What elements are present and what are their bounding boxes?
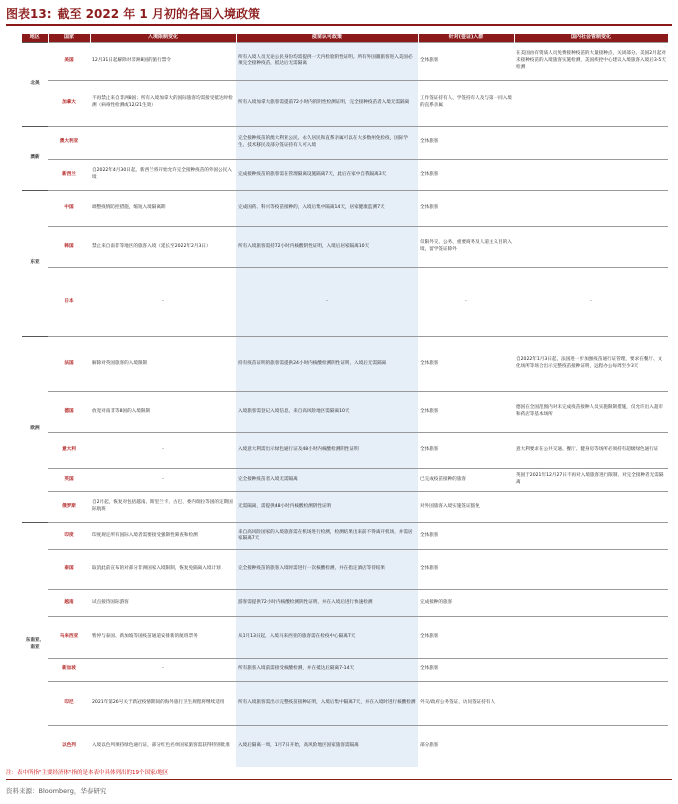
country-cell-text: 新西兰: [62, 171, 76, 177]
domestic-control-cell-text: 意大利要求在公共交通、餐厅、健身房等场所必须持有超级绿色通行证: [516, 447, 659, 453]
vaccine-policy-cell: [236, 159, 418, 190]
visa-target-cell-text: 全体旅客: [420, 408, 439, 414]
country-cell: [48, 226, 90, 268]
country-cell: [48, 589, 90, 616]
entry-restriction-cell: [90, 658, 236, 681]
vaccine-policy-cell: [236, 468, 418, 491]
country-cell: [48, 617, 90, 659]
table-row: [22, 589, 668, 616]
source-note: 资料来源：Bloomberg，华泰研究: [6, 787, 107, 795]
visa-target-cell: [418, 491, 514, 522]
entry-restriction-cell: [90, 433, 236, 468]
country-cell-text: 印尼: [64, 699, 74, 705]
region-cell: 东南亚、南亚: [22, 523, 48, 767]
vaccine-policy-cell: [236, 589, 418, 616]
vaccine-policy-cell: [236, 191, 418, 226]
column-header: 地区: [22, 34, 48, 43]
entry-restriction-cell-text: 取消此前宣布的对部分非洲国家入境限制，恢复免隔离入境计划: [92, 566, 221, 572]
visa-target-cell: [418, 523, 514, 550]
country-cell-text: 美国: [64, 57, 74, 63]
table-row: [22, 159, 668, 190]
visa-target-cell-text: 全体旅客: [420, 139, 439, 145]
visa-target-cell-text: 工作签证持有人、学签持有人及与第一同入境的直系亲属: [420, 96, 512, 109]
visa-target-cell-text: 全体旅客: [420, 205, 439, 211]
vaccine-policy-cell-text: 完全接种疫苗者入境无需隔离: [238, 476, 298, 482]
visa-target-cell: [418, 617, 514, 659]
entry-restriction-cell-text: 不再禁止来自非洲8国；所有入境加拿大的国际旅客均需接受抵达时检测（病毒性检测或12/21生效）: [92, 96, 233, 109]
table-row: [22, 433, 668, 468]
vaccine-policy-cell-text: 无需隔离，需提供48小时内核酸检测阴性证明: [238, 503, 332, 509]
entry-restriction-cell: [90, 523, 236, 550]
entry-restriction-cell: [90, 617, 236, 659]
entry-restriction-cell: [90, 681, 236, 725]
domestic-control-cell: [514, 550, 668, 590]
domestic-control-cell: [514, 658, 668, 681]
domestic-control-cell: [514, 589, 668, 616]
table-row: [22, 268, 668, 337]
visa-target-cell: [418, 126, 514, 159]
entry-restriction-cell-text: 印度规定所有国际入境者需要接受强制性筛查和检测: [92, 532, 198, 538]
column-header: 国家: [48, 34, 90, 43]
entry-restriction-cell: [90, 159, 236, 190]
visa-target-cell-text: 全体旅客: [420, 360, 439, 366]
domestic-control-cell: [514, 523, 668, 550]
vaccine-policy-cell: [236, 126, 418, 159]
entry-restriction-cell-text: -: [162, 447, 164, 453]
entry-restriction-cell-text: 自2月起，恢复对包括越南、斯里兰卡、古巴、委内瑞拉等国的定期国际航班: [92, 500, 233, 512]
vaccine-policy-cell-text: 所有旅客入境前需接受核酸检测，并在抵达后隔离7-14天: [238, 666, 355, 672]
country-cell-text: 新加坡: [62, 666, 76, 672]
footnote: 注：表中所指"主要经济体"指的是本表中具体列出的19个国家/地区: [6, 770, 169, 776]
visa-target-cell: [418, 268, 514, 337]
entry-restriction-cell: [90, 589, 236, 616]
vaccine-policy-cell: [236, 433, 418, 468]
entry-restriction-cell: [90, 191, 236, 226]
table-row: [22, 226, 668, 268]
country-cell: [48, 159, 90, 190]
vaccine-policy-cell-text: -: [326, 299, 328, 305]
figure-title-text: 截至 2022 年 1 月初的各国入境政策: [57, 7, 260, 21]
vaccine-policy-cell: [236, 550, 418, 590]
vaccine-policy-cell: [236, 43, 418, 81]
country-cell-text: 法国: [64, 360, 74, 366]
domestic-control-cell: [514, 433, 668, 468]
country-cell: [48, 681, 90, 725]
vaccine-policy-cell-text: 所有入境旅客需出示完整疫苗接种证明，入境后集中隔离7天，并在入境时进行核酸检测: [238, 699, 416, 705]
country-cell-text: 意大利: [62, 447, 76, 453]
visa-target-cell: [418, 337, 514, 391]
vaccine-policy-cell: [236, 617, 418, 659]
column-header: 入境限制变化: [90, 34, 236, 43]
entry-restriction-cell-text: 自2022年4月30日起，新西兰将开始允许完全接种疫苗的外国公民入境: [92, 168, 232, 181]
vaccine-policy-cell-text: 入境旅客需登记入境信息，来自高风险地区需隔离10天: [238, 408, 350, 414]
entry-restriction-cell-text: -: [162, 299, 164, 305]
country-cell-text: 越南: [64, 599, 74, 605]
domestic-control-cell: [514, 617, 668, 659]
country-cell: [48, 337, 90, 391]
column-header: 针对(签证)入群: [418, 34, 514, 43]
table-row: [22, 337, 668, 391]
visa-target-cell-text: 全体旅客: [420, 171, 439, 177]
visa-target-cell-text: 全体旅客: [420, 447, 439, 453]
vaccine-policy-cell-text: 完成国药、科兴等疫苗接种的，入境后集中隔离14天，居家健康监测7天: [238, 205, 385, 211]
visa-target-cell: [418, 681, 514, 725]
table-row: [22, 658, 668, 681]
visa-target-cell: [418, 391, 514, 433]
vaccine-policy-cell-text: 所有入境加拿大旅客需提前72小时内的阴性检测证明，完全接种疫苗者入境无需隔离: [238, 99, 410, 105]
table-row: [22, 681, 668, 725]
figure-title: [6, 4, 672, 26]
visa-target-cell: [418, 589, 514, 616]
entry-restriction-cell-text: 试点接待国际游客: [92, 599, 129, 605]
domestic-control-cell: [514, 468, 668, 491]
entry-restriction-cell: [90, 468, 236, 491]
vaccine-policy-cell: [236, 725, 418, 767]
table-row: [22, 80, 668, 126]
table-row: [22, 550, 668, 590]
column-header: 国内社会管制变化: [514, 34, 668, 43]
entry-restriction-cell-text: -: [162, 666, 164, 672]
entry-restriction-cell: [90, 80, 236, 126]
vaccine-policy-cell-text: 完全接种疫苗的旅客入境时需进行一次核酸检测，并在指定酒店等待结果: [238, 566, 386, 572]
visa-target-cell: [418, 468, 514, 491]
vaccine-policy-cell-text: 入境意大利需出示绿色通行证及48小时内核酸检测阴性证明: [238, 447, 359, 453]
table-body: [22, 43, 668, 768]
country-cell-text: 德国: [64, 408, 74, 414]
table-row: [22, 617, 668, 659]
country-cell-text: 中国: [64, 205, 74, 211]
domestic-control-cell: [514, 725, 668, 767]
vaccine-policy-cell-text: 从1月13日起，入境马来西亚的旅客需在检疫中心隔离7天: [238, 634, 356, 640]
table-row: [22, 491, 668, 522]
visa-target-cell-text: 全体旅客: [420, 566, 439, 572]
vaccine-policy-cell-text: 游客需提供72小时内核酸检测阴性证明，并在入境后进行快速检测: [238, 599, 373, 605]
vaccine-policy-cell: [236, 658, 418, 681]
bottom-rule: [6, 779, 672, 780]
vaccine-policy-cell-text: 入境后隔离一周，1月7日开始，高风险地区国家旅客需隔离: [238, 742, 359, 748]
entry-restriction-cell-text: 12月31日起解除对非洲8国的旅行禁令: [92, 57, 171, 63]
country-cell-text: 俄罗斯: [62, 503, 76, 509]
domestic-control-cell: [514, 43, 668, 81]
entry-restriction-cell-text: 解除对英国旅客的入境限制: [92, 360, 148, 366]
entry-restriction-cell-text: 放宽对南非等8国的入境限制: [92, 408, 151, 414]
entry-restriction-cell: [90, 226, 236, 268]
table-row: [22, 43, 668, 81]
visa-target-cell-text: 全体旅客: [420, 57, 439, 63]
domestic-control-cell: [514, 391, 668, 433]
domestic-control-cell: [514, 159, 668, 190]
policy-table: [22, 34, 669, 767]
vaccine-policy-cell: [236, 226, 418, 268]
visa-target-cell: [418, 658, 514, 681]
visa-target-cell: [418, 80, 514, 126]
visa-target-cell-text: -: [465, 299, 467, 305]
country-cell-text: 日本: [64, 299, 74, 305]
country-cell: [48, 126, 90, 159]
country-cell: [48, 433, 90, 468]
domestic-control-cell: [514, 80, 668, 126]
visa-target-cell-text: 外交/政府公务签证、访问签证持有人: [420, 699, 496, 705]
country-cell-text: 以色列: [62, 742, 76, 748]
vaccine-policy-cell: [236, 681, 418, 725]
entry-restriction-cell-text: -: [162, 476, 164, 482]
visa-target-cell-text: 对外国旅客入境实施签证豁免: [420, 503, 480, 509]
country-cell: [48, 550, 90, 590]
domestic-control-cell: [514, 191, 668, 226]
domestic-control-cell: [514, 337, 668, 391]
country-cell: [48, 725, 90, 767]
country-cell: [48, 523, 90, 550]
region-cell: 欧洲: [22, 337, 48, 523]
visa-target-cell: [418, 159, 514, 190]
country-cell: [48, 468, 90, 491]
domestic-control-cell: [514, 226, 668, 268]
entry-restriction-cell: [90, 725, 236, 767]
visa-target-cell-text: 全体旅客: [420, 634, 439, 640]
vaccine-policy-cell: [236, 80, 418, 126]
country-cell-text: 泰国: [64, 566, 74, 572]
country-cell-text: 英国: [64, 476, 74, 482]
domestic-control-cell: [514, 491, 668, 522]
country-cell: [48, 658, 90, 681]
domestic-control-cell: [514, 126, 668, 159]
table-row: [22, 523, 668, 550]
entry-restriction-cell: [90, 43, 236, 81]
vaccine-policy-cell-text: 所有入境人员无论公民身份均需提供一天内检验阴性证明。所有外国籍旅客进入美国必须完全接种疫苗，抵达后无需隔离: [238, 54, 413, 67]
country-cell: [48, 491, 90, 522]
column-header: 疫苗认可政策: [236, 34, 418, 43]
entry-restriction-cell: [90, 491, 236, 522]
region-cell: 澳新: [22, 126, 48, 191]
visa-target-cell: [418, 43, 514, 81]
visa-target-cell-text: 全体旅客: [420, 666, 439, 672]
entry-restriction-cell: [90, 337, 236, 391]
entry-restriction-cell: [90, 268, 236, 337]
domestic-control-cell-text: 自2022年1月3日起，法国进一步加强疫苗通行证管理，要求在餐厅、文化场所等场合出示完整疫苗接种证明，远程办公每周至少3天: [516, 357, 663, 369]
vaccine-policy-cell-text: 持有疫苗证明的旅客需提供24小时内核酸检测阴性证明，入境后无需隔离: [238, 360, 387, 366]
vaccine-policy-cell-text: 完成接种疫苗的旅客需在管理隔离设施隔离7天，此后在家中自我隔离3天: [238, 171, 387, 177]
country-cell: [48, 191, 90, 226]
entry-restriction-cell: [90, 391, 236, 433]
vaccine-policy-cell: [236, 391, 418, 433]
country-cell: [48, 43, 90, 81]
entry-restriction-cell-text: 2021年第26号关于新冠疫情期间的海外旅行卫生规程将继续适用: [92, 699, 225, 705]
country-cell: [48, 391, 90, 433]
visa-target-cell-text: 全体旅客: [420, 532, 439, 538]
country-cell-text: 韩国: [64, 243, 74, 249]
figure-label: 图表13:: [6, 7, 52, 21]
domestic-control-cell: [514, 268, 668, 337]
entry-restriction-cell: [90, 126, 236, 159]
vaccine-policy-cell: [236, 523, 418, 550]
table-row: [22, 725, 668, 767]
entry-restriction-cell: [90, 550, 236, 590]
vaccine-policy-cell-text: 来自高风险国家的入境旅客需在机场进行检测，检测结果出来前不得离开机场，并需居家隔离7天: [238, 529, 413, 542]
visa-target-cell-text: 已完成疫苗接种的旅客: [420, 476, 466, 482]
country-cell-text: 澳大利亚: [59, 139, 79, 145]
entry-restriction-cell-text: 禁止来自南非等地区的旅客入境（延长至2022年2月3日）: [92, 243, 211, 249]
domestic-control-cell-text: 英国于2021年12月27日不再对入境旅客进行限制，对完全接种者无需隔离: [516, 473, 664, 485]
region-cell: 东亚: [22, 191, 48, 337]
entry-restriction-cell-text: 暂停与泰国、新加坡等国疫苗通道安排新的航班票务: [92, 634, 198, 640]
vaccine-policy-cell-text: 完全接种疫苗的澳大利亚公民、永久居民和直系亲属可以在大多数州免检疫，国际学生、技术移民及部分签证持有人可入境: [238, 136, 408, 148]
visa-target-cell: [418, 191, 514, 226]
visa-target-cell: [418, 226, 514, 268]
country-cell: [48, 80, 90, 126]
country-cell: [48, 268, 90, 337]
region-cell: 北美: [22, 43, 48, 127]
domestic-control-cell-text: 在美国由有资质人员免费接种疫苗的大量接种点，关闭部分。美国2月起对未接种疫苗的入境旅客实施检测，美国疾控中心建议入境旅客入境后3-5天检测: [516, 51, 666, 70]
entry-restriction-cell-text: 调整疫情防控措施，缩短入境隔离期: [92, 205, 166, 211]
table-row: [22, 391, 668, 433]
visa-target-cell: [418, 725, 514, 767]
domestic-control-cell-text: 德国在全国范围内对未完成疫苗接种人员实施限制措施，仅允许出入超市和药店等基本场所: [516, 405, 664, 417]
visa-target-cell: [418, 433, 514, 468]
country-cell-text: 马来西亚: [59, 634, 79, 640]
country-cell-text: 印度: [64, 532, 74, 538]
vaccine-policy-cell-text: 所有入境旅客需持72小时内核酸阴性证明，入境后居家隔离10天: [238, 243, 370, 249]
domestic-control-cell-text: -: [590, 299, 592, 305]
domestic-control-cell: [514, 681, 668, 725]
visa-target-cell-text: 部分旅客: [420, 742, 439, 748]
vaccine-policy-cell: [236, 491, 418, 522]
vaccine-policy-cell: [236, 337, 418, 391]
country-cell-text: 加拿大: [62, 99, 76, 105]
entry-restriction-cell-text: 入境以色列须持绿色通行证，部分红色名单国家旅客需获得特别批准: [92, 742, 230, 748]
table-header-row: [22, 34, 668, 43]
vaccine-policy-cell: [236, 268, 418, 337]
table-row: [22, 191, 668, 226]
visa-target-cell-text: 仅限外交、公务、重要商务及人道主义目的入境，留学签证除外: [420, 240, 512, 253]
table-row: [22, 126, 668, 159]
visa-target-cell: [418, 550, 514, 590]
visa-target-cell-text: 完成接种的旅客: [420, 599, 453, 605]
table-row: [22, 468, 668, 491]
